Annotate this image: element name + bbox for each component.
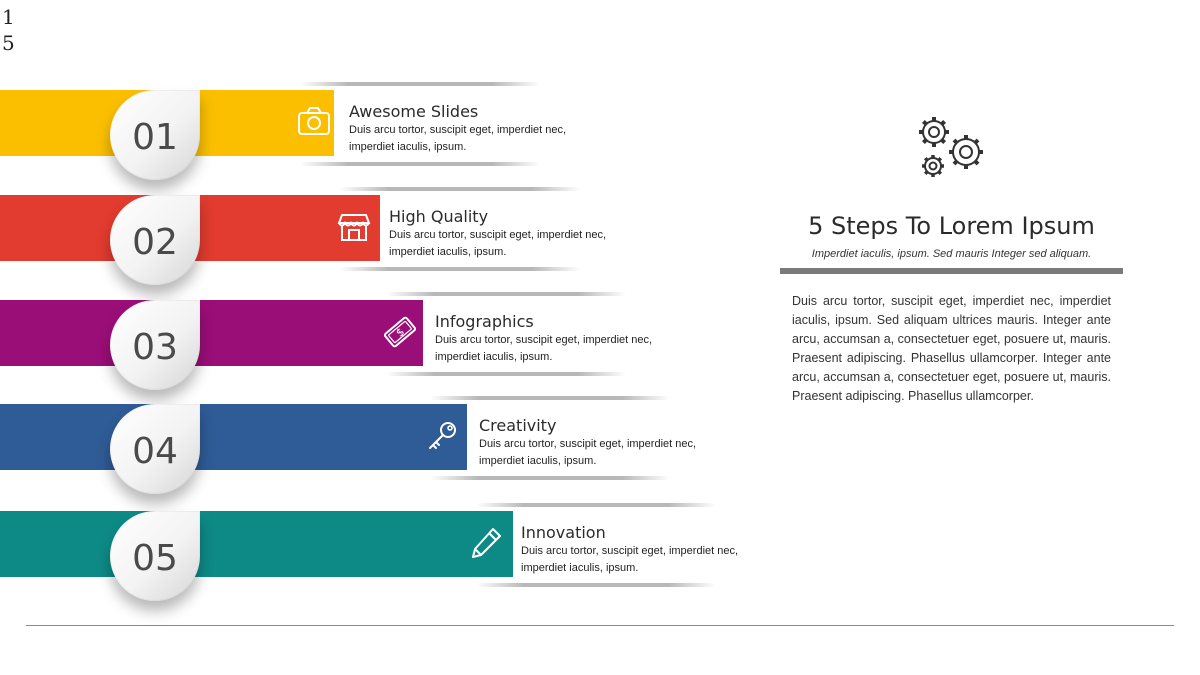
step-shadow-bottom: [340, 267, 580, 271]
pencil-icon: [466, 523, 506, 563]
step-shadow-bottom: [476, 583, 716, 587]
shop-icon: [334, 207, 374, 247]
step-4: [0, 396, 760, 500]
step-description: Duis arcu tortor, suscipit eget, imperdiet nec, imperdiet iaculis, ipsum.: [389, 229, 607, 258]
step-number: 02: [132, 221, 178, 263]
step-title: Creativity: [479, 416, 557, 435]
summary-subtitle: Imperdiet iaculis, ipsum. Sed mauris Integer sed aliquam.: [811, 248, 1092, 260]
step-shadow-top: [300, 82, 540, 86]
step-shadow-top: [430, 396, 670, 400]
step-description: Duis arcu tortor, suscipit eget, imperdiet nec, imperdiet iaculis, ipsum.: [479, 438, 697, 467]
step-title: Infographics: [435, 312, 534, 331]
title-divider: [780, 268, 1123, 274]
step-number: 03: [132, 326, 178, 368]
gears-icon: [912, 112, 992, 186]
step-number: 01: [132, 116, 178, 158]
step-shadow-top: [340, 187, 580, 191]
step-shadow-top: [476, 503, 716, 507]
step-description: Duis arcu tortor, suscipit eget, imperdiet nec, imperdiet iaculis, ipsum.: [435, 334, 653, 363]
step-title: Awesome Slides: [349, 102, 479, 121]
step-shadow-bottom: [386, 372, 626, 376]
summary-title: 5 Steps To Lorem Ipsum: [808, 212, 1095, 240]
slide-number: 15: [2, 5, 15, 55]
step-description: Duis arcu tortor, suscipit eget, imperdiet nec, imperdiet iaculis, ipsum.: [349, 124, 567, 153]
step-1: [0, 82, 760, 186]
key-icon: [422, 416, 462, 456]
svg-text:$: $: [393, 325, 408, 340]
step-shadow-top: [386, 292, 626, 296]
summary-body: Duis arcu tortor, suscipit eget, imperdiet nec, imperdiet iaculis, ipsum. Sed aliquam ultrices mauris. Integer ante arcu, accumsan a, consectetuer eget, posuere ut, mauris. Praesent adipiscing. Phasellus ullamcorper. Integer ante arcu, accumsan a, consectetuer eget, posuere ut, mauris. Praesent adipiscing. Phasellus ullamcorper.: [792, 294, 1111, 403]
step-bar: [0, 404, 467, 470]
step-number: 05: [132, 537, 178, 579]
step-title: Innovation: [521, 523, 606, 542]
step-number: 04: [132, 430, 178, 472]
money-icon: [380, 312, 420, 352]
step-3: [0, 292, 760, 396]
step-5: [0, 503, 760, 607]
bottom-divider: [26, 625, 1174, 626]
step-bar: [0, 511, 513, 577]
step-bar: [0, 300, 423, 366]
step-title: High Quality: [389, 207, 489, 226]
step-shadow-bottom: [300, 162, 540, 166]
step-description: Duis arcu tortor, suscipit eget, imperdiet nec, imperdiet iaculis, ipsum.: [521, 545, 739, 574]
step-shadow-bottom: [430, 476, 670, 480]
camera-icon: [294, 102, 334, 142]
step-2: [0, 187, 760, 291]
